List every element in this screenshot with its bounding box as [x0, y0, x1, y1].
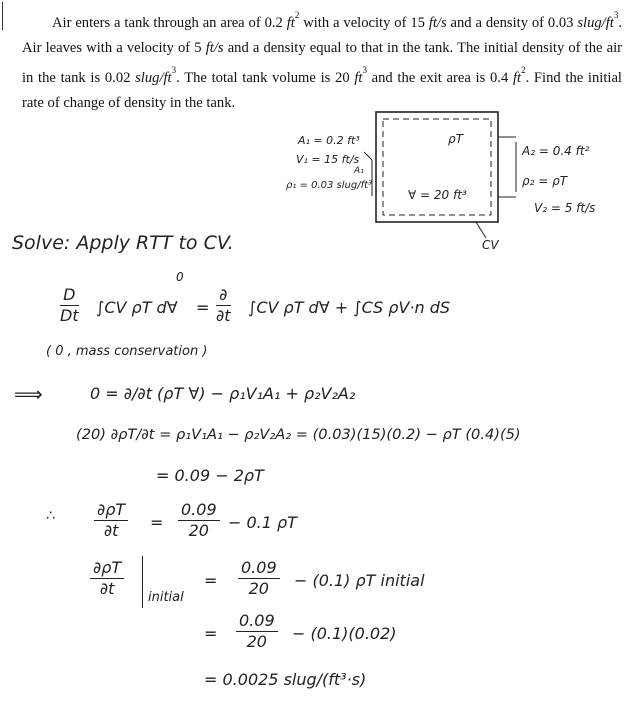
outlet-velocity-label: V₂ = 5 ft/s: [534, 201, 596, 215]
problem-text-1: Air enters a tank through an area of 0.2: [52, 14, 283, 31]
rtt-lhs-den: Dt: [60, 306, 79, 325]
outlet-density-label: ρ₂ = ρT: [522, 174, 568, 188]
problem-text-6: . The total tank volume is 20: [176, 69, 355, 86]
cv-label: CV: [482, 238, 499, 252]
exp-2b: 2: [521, 64, 526, 75]
line5-frac: [238, 558, 280, 599]
rtt-lhs-frac: [60, 285, 79, 326]
inlet-density-label: ρ₁ = 0.03 slug/ft³: [286, 180, 373, 191]
tank-volume-label: ∀ = 20 ft³: [408, 188, 467, 202]
line5-equals: =: [204, 571, 218, 590]
line6-rest: − (0.1)(0.02): [292, 624, 397, 643]
line4-lhs-den: ∂t: [103, 521, 119, 540]
rtt-lhs-num: D: [60, 285, 79, 306]
unit-ft2: ft: [286, 14, 295, 31]
exp-2: 2: [294, 10, 300, 20]
outlet-area-label: A₂ = 0.4 ft²: [522, 144, 590, 158]
line5-frac-den: 20: [248, 579, 269, 598]
tank-outline: [376, 112, 498, 222]
rtt-mid-den: ∂t: [216, 306, 231, 325]
line5-rest: − (0.1) ρT initial: [294, 571, 425, 590]
problem-text-2: with a velocity of 15: [299, 14, 429, 31]
unit-ft3: ft: [354, 69, 363, 86]
problem-text-3: and a density of 0.03: [446, 14, 578, 31]
unit-fts-2: ft/s: [205, 39, 224, 56]
line5-frac-num: 0.09: [238, 558, 280, 579]
line4-rest: − 0.1 ρT: [228, 513, 297, 532]
solve-heading: Solve: Apply RTT to CV.: [12, 232, 234, 254]
inlet-arrow: [364, 152, 372, 160]
line4-frac-den: 20: [188, 521, 209, 540]
rtt-mid-num: ∂: [216, 285, 231, 306]
evaluation-bar: [142, 556, 144, 608]
line6-equals: =: [204, 624, 218, 643]
unit-fts: ft/s: [428, 14, 447, 31]
exp-3c: 3: [362, 64, 367, 75]
unit-slug: slug/ft: [577, 14, 614, 31]
line6-frac-den: 20: [246, 632, 267, 651]
equation-line-3: = 0.09 − 2ρT: [156, 466, 264, 485]
final-answer: = 0.0025 slug/(ft³·s): [204, 670, 367, 689]
line4-lhs-frac: [94, 500, 128, 541]
rtt-rhs-integrals: ∫CV ρT d∀ + ∫CS ρV·n dS: [248, 298, 451, 317]
rtt-lhs-integral: ∫CV ρT d∀: [96, 298, 178, 317]
cv-leader: [476, 222, 486, 238]
line4-frac-num: 0.09: [178, 500, 220, 521]
unit-slug-2: slug/ft: [135, 69, 172, 86]
problem-text-8: . Find the initial rate of change of density in the tank.: [22, 69, 622, 111]
problem-text-7: and the exit area is 0.4: [366, 69, 513, 86]
line5-subscript: initial: [148, 590, 184, 605]
line4-lhs-num: ∂ρT: [94, 500, 128, 521]
line4-equals: =: [150, 513, 164, 532]
line5-lhs-den: ∂t: [99, 579, 115, 598]
rtt-equals: =: [196, 298, 210, 317]
equation-line-2: (20) ∂ρT/∂t = ρ₁V₁A₁ − ρ₂V₂A₂ = (0.03)(15)(0.2) − ρT (0.4)(5): [76, 426, 521, 443]
rtt-mid-frac: [216, 285, 231, 326]
problem-text-5: and a density equal to that in the tank. The initial density of the air in the tank is 0.02: [22, 39, 623, 86]
line6-frac: [236, 611, 278, 652]
line4-frac: [178, 500, 220, 541]
therefore-symbol: ∴: [46, 508, 55, 524]
inlet-velocity-label: V₁ = 15 ft/s: [296, 153, 360, 166]
zero-mark: 0: [176, 270, 184, 284]
tank-density-label: ρT: [448, 132, 463, 146]
exp-3b: 3: [171, 64, 177, 75]
mass-conservation-note: ( 0 , mass conservation ): [46, 344, 208, 359]
inlet-area-label: A₁ = 0.2 ft³: [298, 134, 360, 147]
inlet-tag: A₁: [354, 166, 364, 176]
unit-ft2-b: ft: [512, 69, 522, 86]
implies-arrow: ⟹: [14, 382, 43, 406]
equation-line-1: 0 = ∂/∂t (ρT ∀) − ρ₁V₁A₁ + ρ₂V₂A₂: [90, 384, 356, 403]
line5-lhs-num: ∂ρT: [90, 558, 124, 579]
line6-frac-num: 0.09: [236, 611, 278, 632]
line5-lhs-frac: [90, 558, 124, 599]
problem-text-4: . Air leaves with a velocity of 5: [22, 14, 623, 56]
exp-3: 3: [613, 10, 619, 20]
